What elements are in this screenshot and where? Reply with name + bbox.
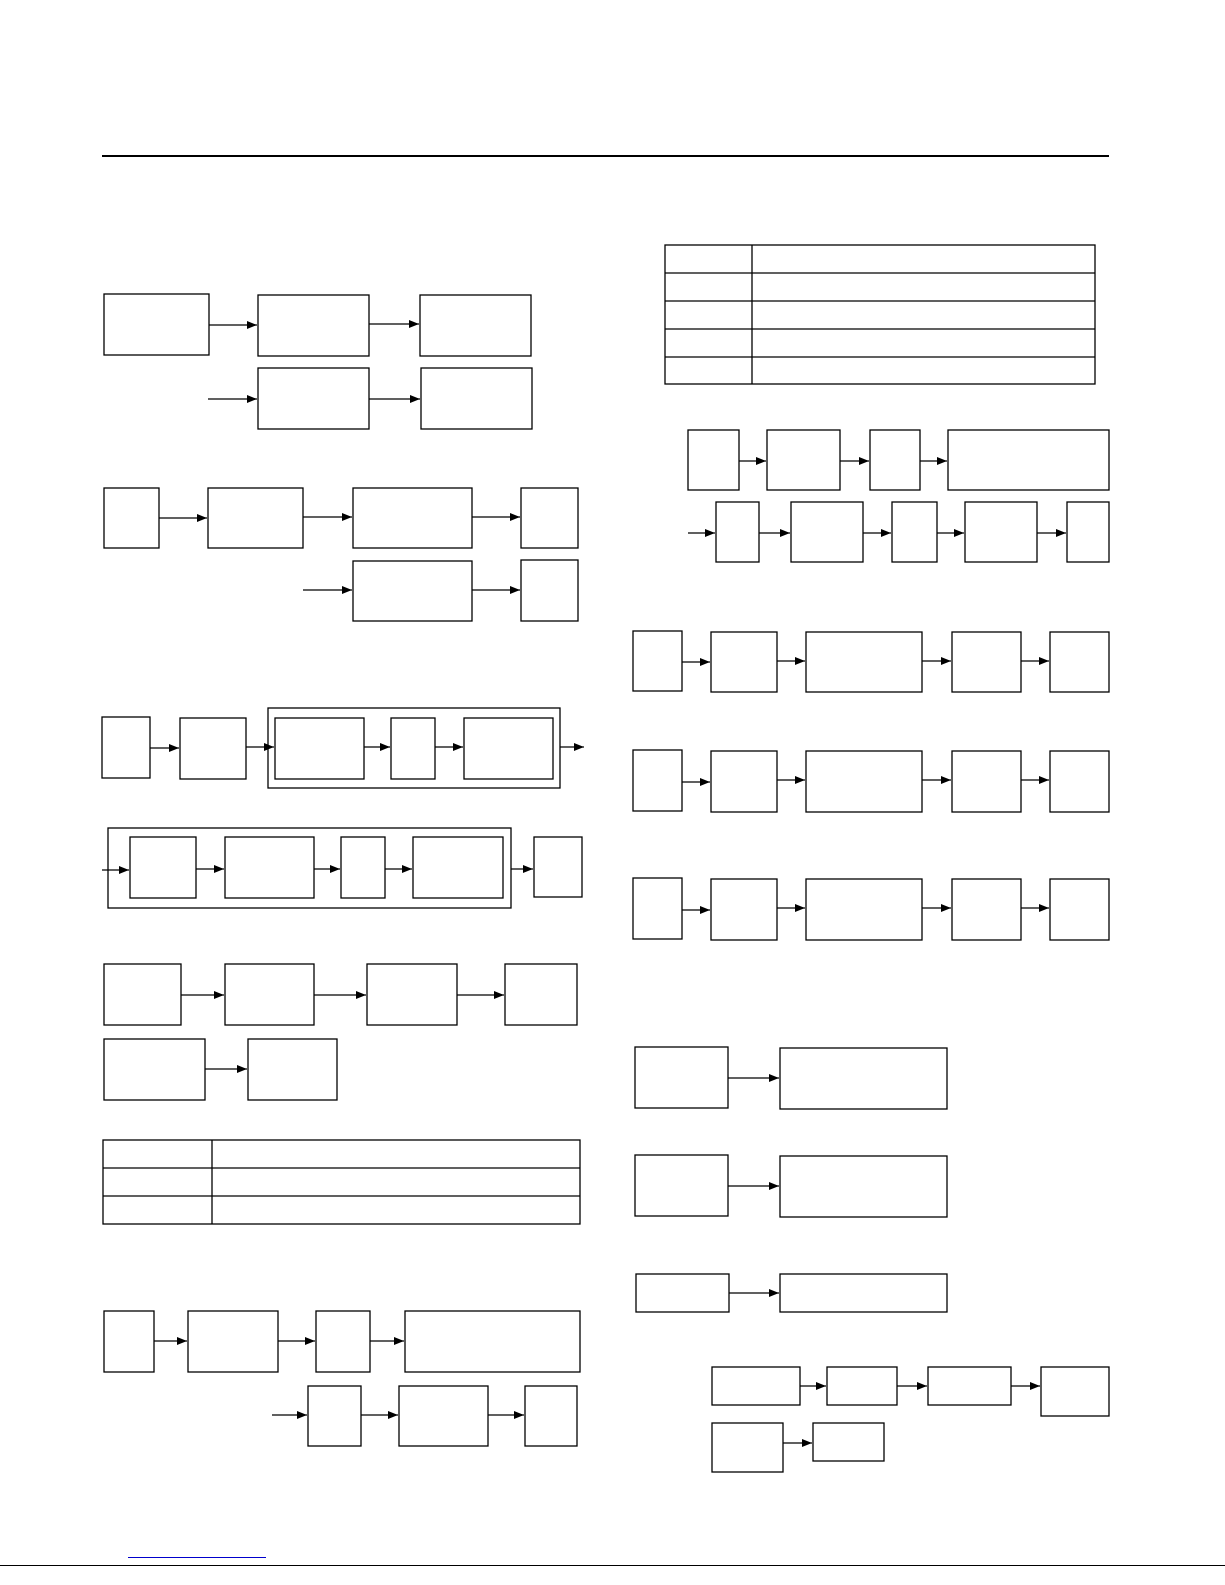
flow-box bbox=[353, 488, 472, 548]
flow-box bbox=[208, 488, 303, 548]
flow-box bbox=[521, 560, 578, 621]
flow-box bbox=[928, 1367, 1011, 1405]
flow-group-4 bbox=[102, 828, 582, 908]
flow-group-6 bbox=[104, 1311, 580, 1446]
flow-group-7 bbox=[688, 430, 1109, 562]
flow-box bbox=[767, 430, 840, 490]
flow-box bbox=[391, 718, 435, 779]
flow-box bbox=[258, 295, 369, 356]
flow-group-11 bbox=[635, 1047, 947, 1109]
flow-box bbox=[1050, 632, 1109, 692]
flow-group-14 bbox=[712, 1367, 1109, 1472]
flow-box bbox=[635, 1155, 728, 1216]
flow-box bbox=[870, 430, 920, 490]
flow-box bbox=[952, 879, 1021, 940]
flow-box bbox=[806, 751, 922, 812]
flow-group-5 bbox=[104, 964, 577, 1100]
footer-link-underline[interactable] bbox=[128, 1557, 266, 1558]
flow-box bbox=[711, 879, 777, 940]
flow-box bbox=[341, 837, 385, 898]
flow-box bbox=[104, 488, 159, 548]
flow-box bbox=[780, 1048, 947, 1109]
flow-box bbox=[952, 632, 1021, 692]
flow-box bbox=[225, 837, 314, 898]
flow-box bbox=[225, 964, 314, 1025]
flow-box bbox=[711, 751, 777, 812]
flow-box bbox=[952, 751, 1021, 812]
flow-box bbox=[353, 561, 472, 621]
flow-group-13 bbox=[636, 1274, 947, 1312]
flow-box bbox=[633, 631, 682, 691]
flow-box bbox=[521, 488, 578, 548]
flow-box bbox=[948, 430, 1109, 490]
flow-box bbox=[130, 837, 196, 898]
table-right bbox=[665, 245, 1095, 384]
flow-box bbox=[892, 502, 937, 562]
flow-box bbox=[104, 294, 209, 355]
flow-box bbox=[104, 964, 181, 1025]
flow-box bbox=[780, 1274, 947, 1312]
flow-box bbox=[633, 878, 682, 939]
flow-box bbox=[104, 1039, 205, 1100]
flow-box bbox=[1050, 879, 1109, 940]
flow-group-3 bbox=[102, 708, 584, 788]
flow-box bbox=[688, 430, 739, 490]
flow-box bbox=[180, 718, 246, 779]
flow-box bbox=[104, 1311, 154, 1372]
flow-group-10 bbox=[633, 878, 1109, 940]
flow-box bbox=[716, 502, 759, 562]
flow-box bbox=[806, 879, 922, 940]
flow-box bbox=[413, 837, 503, 898]
flow-box bbox=[258, 368, 369, 429]
flow-box bbox=[635, 1047, 728, 1108]
flow-box bbox=[248, 1039, 337, 1100]
flow-box bbox=[1041, 1367, 1109, 1416]
flow-box bbox=[464, 718, 553, 779]
flow-group-2 bbox=[104, 488, 578, 621]
flow-box bbox=[636, 1274, 729, 1312]
footer-rule bbox=[0, 1565, 1225, 1566]
flow-box bbox=[1067, 502, 1109, 562]
flow-box bbox=[275, 718, 364, 779]
flow-box bbox=[712, 1367, 800, 1405]
flow-box bbox=[405, 1311, 580, 1372]
flow-box bbox=[534, 837, 582, 897]
flow-box bbox=[367, 964, 457, 1025]
flow-box bbox=[791, 502, 863, 562]
flow-box bbox=[421, 368, 532, 429]
flow-box bbox=[711, 632, 777, 692]
flow-box bbox=[1050, 751, 1109, 812]
flow-group-9 bbox=[633, 750, 1109, 812]
flow-group-8 bbox=[633, 631, 1109, 692]
flow-box bbox=[308, 1386, 361, 1446]
flow-box bbox=[505, 964, 577, 1025]
flow-box bbox=[827, 1367, 897, 1405]
flow-box bbox=[102, 717, 150, 778]
flow-box bbox=[316, 1311, 370, 1372]
flow-box bbox=[712, 1423, 783, 1472]
flow-group-12 bbox=[635, 1155, 947, 1217]
flow-box bbox=[965, 502, 1037, 562]
flow-box bbox=[420, 295, 531, 356]
flow-box bbox=[813, 1423, 884, 1461]
flow-box bbox=[806, 632, 922, 692]
flow-box bbox=[780, 1156, 947, 1217]
flow-box bbox=[399, 1386, 488, 1446]
table-left bbox=[103, 1140, 580, 1224]
flow-box bbox=[188, 1311, 278, 1372]
flow-box bbox=[633, 750, 682, 811]
flow-group-1 bbox=[104, 294, 532, 429]
flow-box bbox=[525, 1386, 577, 1446]
